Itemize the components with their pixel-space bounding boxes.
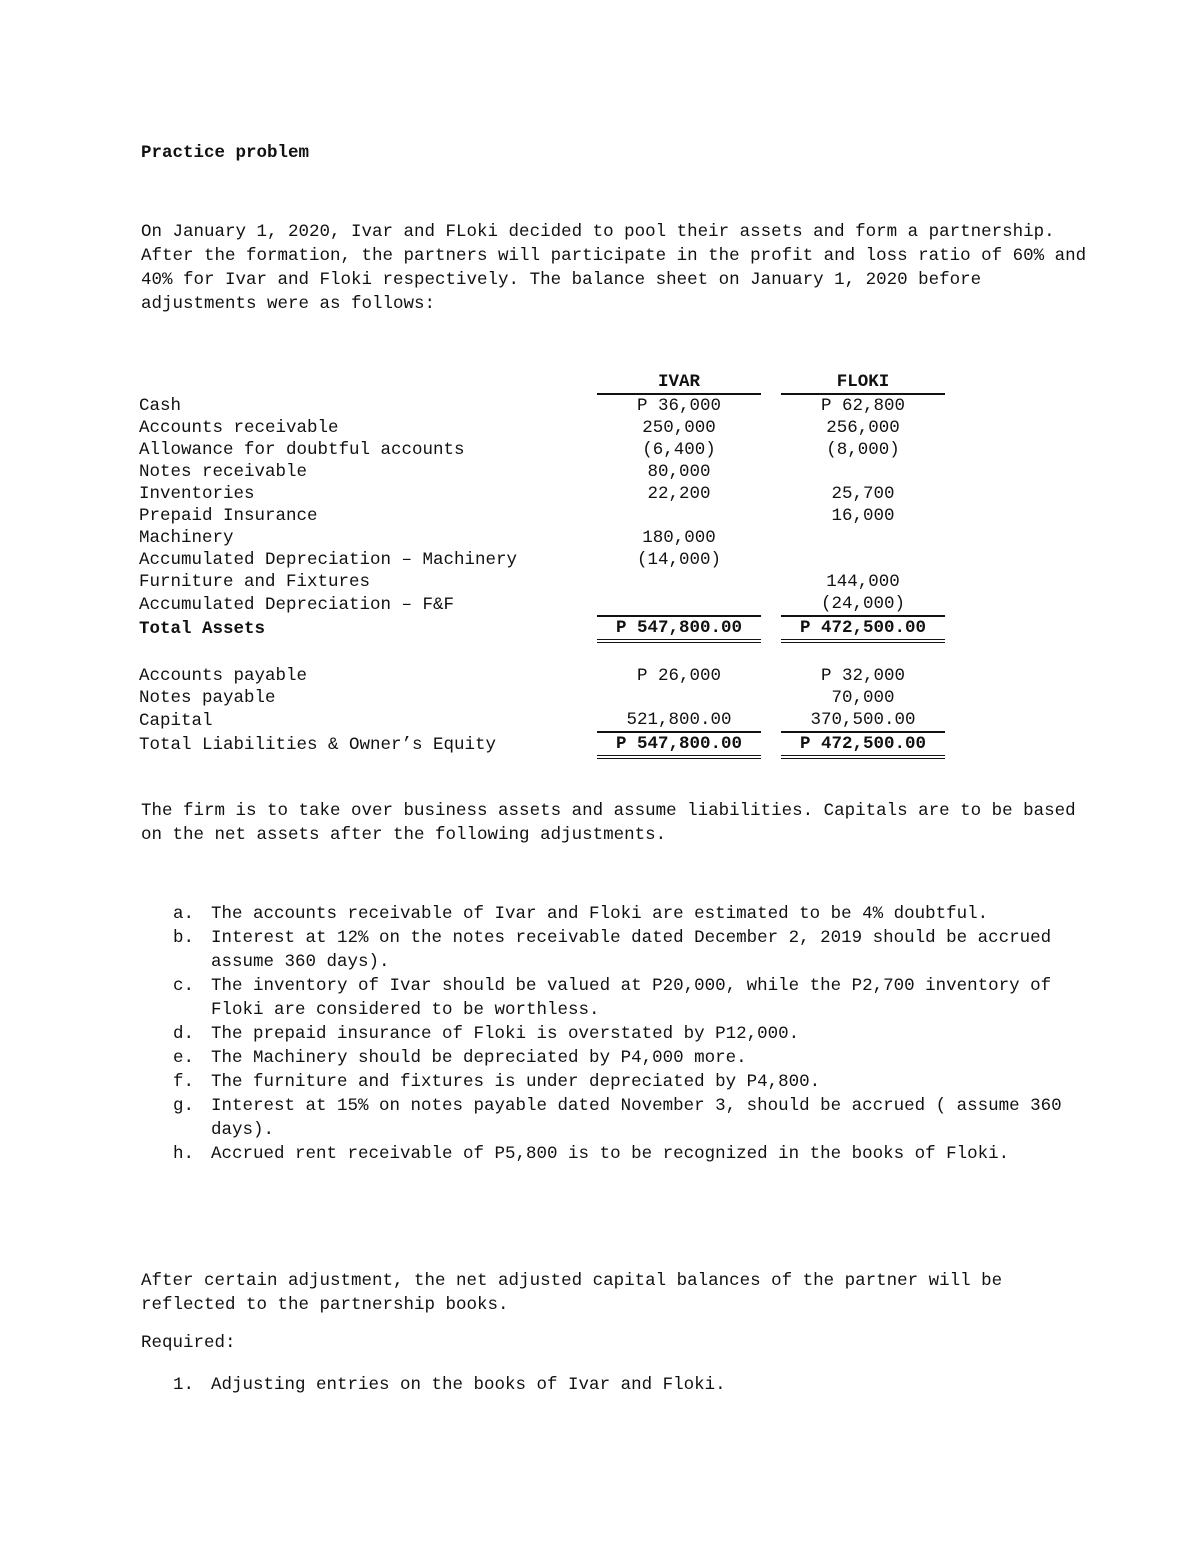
ivar-value: 521,800.00	[626, 710, 732, 730]
ivar-value	[597, 593, 761, 616]
row-label: Machinery	[139, 528, 234, 548]
list-item	[141, 926, 1071, 974]
list-item-text: Adjusting entries on the books of Ivar and Floki.	[211, 1375, 726, 1395]
list-item	[141, 1046, 1071, 1070]
list-item-text: Interest at 15% on notes payable dated November 3, should be accrued ( assume 360 days).	[211, 1096, 1062, 1140]
floki-value: 144,000	[826, 572, 900, 592]
ivar-value: 80,000	[647, 462, 711, 482]
column-header-floki: FLOKI	[781, 371, 945, 394]
total-assets-row	[139, 616, 945, 641]
row-label: Accounts payable	[139, 666, 308, 686]
ivar-value: 250,000	[642, 418, 716, 438]
row-label: Notes payable	[139, 688, 276, 708]
list-marker: a.	[173, 904, 195, 924]
ivar-value	[597, 571, 761, 593]
floki-total-liabilities: P 472,500.00	[781, 732, 945, 757]
table-row	[139, 461, 945, 483]
table-row	[139, 505, 945, 527]
list-item	[141, 1094, 1071, 1142]
table-row	[139, 571, 945, 593]
floki-value: 25,700	[831, 484, 895, 504]
table-row	[139, 417, 945, 439]
row-label: Allowance for doubtful accounts	[139, 440, 465, 460]
list-marker: c.	[173, 976, 195, 996]
list-item-text: The furniture and fixtures is under depreciated by P4,800.	[211, 1072, 821, 1092]
table-row	[139, 527, 945, 549]
balance-sheet-table	[139, 371, 945, 759]
required-label: Required:	[141, 1333, 236, 1353]
table-row	[139, 709, 945, 732]
list-marker: b.	[173, 928, 195, 948]
floki-value	[781, 527, 945, 549]
table-row	[139, 687, 945, 709]
floki-value: 16,000	[831, 506, 895, 526]
ivar-value: P 36,000	[636, 396, 721, 416]
floki-value: 256,000	[826, 418, 900, 438]
list-marker: d.	[173, 1024, 195, 1044]
ivar-total-liabilities: P 547,800.00	[597, 732, 761, 757]
list-marker: e.	[173, 1048, 195, 1068]
list-marker: 1.	[173, 1375, 195, 1395]
floki-total-assets: P 472,500.00	[781, 616, 945, 641]
adjustments-list	[141, 902, 1071, 1166]
row-label: Accumulated Depreciation – F&F	[139, 594, 455, 615]
list-item-text: The Machinery should be depreciated by P4,000 more.	[211, 1048, 747, 1068]
list-marker: h.	[173, 1144, 195, 1164]
ivar-value: (14,000)	[636, 550, 721, 570]
ivar-value: 180,000	[642, 528, 716, 548]
list-item-text: The prepaid insurance of Floki is overstated by P12,000.	[211, 1024, 800, 1044]
table-row	[139, 483, 945, 505]
ivar-value	[597, 505, 761, 527]
required-list	[141, 1373, 1041, 1397]
list-item-text: Interest at 12% on the notes receivable dated December 2, 2019 should be accrued assume 360 days).	[211, 928, 1052, 972]
row-label: Cash	[139, 395, 182, 416]
floki-value: 370,500.00	[810, 710, 916, 730]
total-assets-label: Total Assets	[139, 618, 266, 639]
list-item	[141, 1142, 1071, 1166]
floki-value: (24,000)	[820, 594, 905, 614]
floki-value: 70,000	[831, 688, 895, 708]
table-row	[139, 593, 945, 616]
table-row	[139, 394, 945, 417]
column-header-ivar: IVAR	[597, 371, 761, 394]
ivar-value: 22,200	[647, 484, 711, 504]
table-row	[139, 549, 945, 571]
takeover-paragraph: The firm is to take over business assets and assume liabilities. Capitals are to be based on the net assets after the following adjustments.	[141, 801, 1076, 845]
intro-paragraph: On January 1, 2020, Ivar and FLoki decided to pool their assets and form a partnership. After the formation, the partners will participate in the profit and loss ratio of 60% and 40% for Ivar and Floki respectively. The balance sheet on January 1, 2020 before adjustments were as follows:	[141, 222, 1087, 314]
table-header-row	[139, 371, 945, 394]
table-row	[139, 439, 945, 461]
list-marker: g.	[173, 1096, 195, 1116]
total-liabilities-row	[139, 732, 945, 757]
table-row	[139, 665, 945, 687]
list-item	[141, 902, 1071, 926]
ivar-value: (6,400)	[642, 440, 716, 460]
row-label: Capital	[139, 710, 213, 731]
row-label: Notes receivable	[139, 462, 308, 482]
list-item-text: Accrued rent receivable of P5,800 is to be recognized in the books of Floki.	[211, 1144, 1010, 1164]
list-item	[141, 1022, 1071, 1046]
page-title: Practice problem	[141, 143, 310, 163]
row-label: Accounts receivable	[139, 418, 339, 438]
row-label: Inventories	[139, 484, 255, 504]
list-item	[141, 974, 1071, 1022]
row-label: Furniture and Fixtures	[139, 572, 371, 592]
floki-value: P 32,000	[820, 666, 905, 686]
ivar-value: P 26,000	[636, 666, 721, 686]
row-label: Accumulated Depreciation – Machinery	[139, 550, 518, 570]
floki-value: P 62,800	[820, 396, 905, 416]
list-item	[141, 1070, 1071, 1094]
floki-value	[781, 549, 945, 571]
after-paragraph: After certain adjustment, the net adjusted capital balances of the partner will be reflected to the partnership books.	[141, 1271, 1003, 1315]
list-marker: f.	[173, 1072, 195, 1092]
ivar-value	[597, 687, 761, 709]
total-liabilities-label: Total Liabilities & Owner’s Equity	[139, 734, 497, 755]
list-item-text: The inventory of Ivar should be valued at P20,000, while the P2,700 inventory of Floki are considered to be worthless.	[211, 976, 1052, 1020]
list-item-text: The accounts receivable of Ivar and Floki are estimated to be 4% doubtful.	[211, 904, 989, 924]
ivar-total-assets: P 547,800.00	[597, 616, 761, 641]
row-label: Prepaid Insurance	[139, 506, 318, 526]
floki-value	[781, 461, 945, 483]
floki-value: (8,000)	[826, 440, 900, 460]
list-item	[141, 1373, 1041, 1397]
